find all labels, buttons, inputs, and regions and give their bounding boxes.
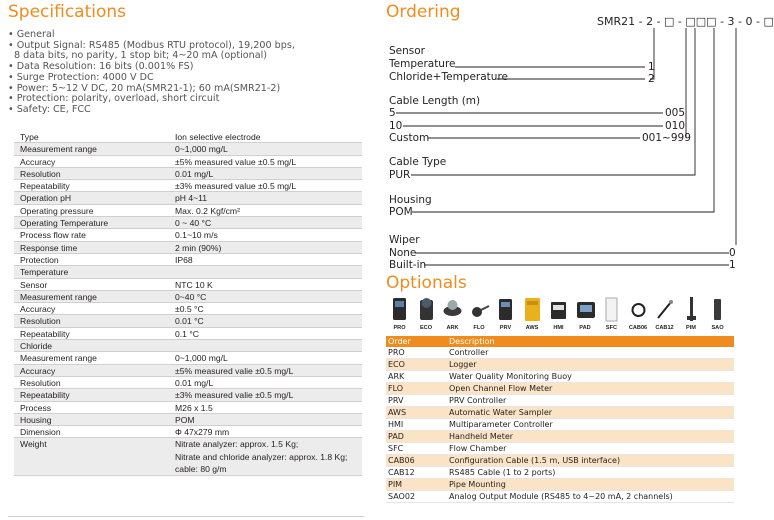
flo-product-icon — [470, 296, 489, 322]
optional-ark-item — [440, 292, 465, 336]
spec-value: M26 x 1.5 — [175, 402, 213, 413]
cab06-product-icon — [629, 296, 648, 322]
spec-value: 2 min (90%) — [175, 242, 222, 253]
order-code-cell: PRO — [388, 348, 405, 357]
optional-caption: CAB06 — [628, 325, 648, 331]
pro-product-icon — [390, 296, 409, 322]
wiper-option: None — [389, 247, 417, 259]
spec-row — [14, 340, 362, 352]
description-cell: Multiparameter Controller — [449, 420, 553, 429]
spec-key: Housing — [20, 414, 52, 425]
general-item: • Power: 5~12 V DC, 20 mA(SMR21-1); 60 mA(SMR21-2) — [8, 82, 281, 94]
description-cell: PRV Controller — [449, 396, 507, 405]
divider — [8, 516, 364, 517]
aws-product-icon — [523, 296, 542, 322]
order-code-cell: FLO — [388, 384, 404, 393]
optionals-icon-strip — [387, 292, 737, 338]
spec-value: Φ 47x279 mm — [175, 427, 230, 438]
description-cell: Handheld Meter — [449, 432, 514, 441]
order-code-cell: ECO — [388, 360, 405, 369]
cable-length-option: Custom — [389, 132, 430, 144]
cable-length-value: 001~999 — [642, 132, 691, 144]
spec-key: Resolution — [20, 316, 61, 327]
spec-row — [14, 377, 362, 389]
spec-row — [14, 328, 362, 340]
hmi-product-icon — [549, 296, 568, 322]
spec-value: 0.1~10 m/s — [175, 230, 218, 241]
description-column-header: Description — [449, 337, 495, 346]
spec-key: Protection — [20, 254, 59, 265]
optional-prv-item — [493, 292, 518, 336]
spec-value: 0~1,000 mg/L — [175, 144, 228, 155]
order-code-cell: AWS — [388, 408, 407, 417]
spec-value: NTC 10 K — [175, 279, 213, 290]
spec-value: 0~1,000 mg/L — [175, 353, 228, 364]
sfc-product-icon — [602, 296, 621, 322]
optional-row — [386, 443, 734, 455]
spec-value: Max. 0.2 Kgf/cm² — [175, 205, 240, 216]
spec-key: Measurement range — [20, 144, 97, 155]
spec-value: ±3% measured valie ±0.5 mg/L — [175, 390, 294, 401]
spec-value: Nitrate and chloride analyzer: approx. 1.8 Kg; — [175, 451, 348, 462]
spec-key: Repeatability — [20, 328, 70, 339]
spec-key: Repeatability — [20, 181, 70, 192]
spec-key: Accuracy — [20, 304, 56, 315]
optional-caption: PRV — [499, 325, 512, 331]
optional-cab12-item — [652, 292, 677, 336]
optional-hmi-item — [546, 292, 571, 336]
spec-value: IP68 — [175, 254, 193, 265]
prv-product-icon — [496, 296, 515, 322]
optional-row — [386, 383, 734, 395]
order-code-cell: SAO02 — [388, 492, 416, 501]
optional-sao-item — [705, 292, 730, 336]
optional-row — [386, 407, 734, 419]
cable-length-label: Cable Length (m) — [389, 95, 481, 107]
housing-label: Housing — [389, 194, 432, 206]
sensor-option: Chloride+Temperature — [389, 71, 508, 83]
spec-key: Resolution — [20, 168, 61, 179]
description-cell: Flow Chamber — [449, 444, 507, 453]
general-item: • Safety: CE, FCC — [8, 103, 91, 115]
spec-value: ±5% measured valie ±0.5 mg/L — [175, 365, 294, 376]
spec-value: ±0.5 °C — [175, 304, 204, 315]
spec-value: 0 ~ 40 °C — [175, 218, 212, 229]
spec-key: Accuracy — [20, 156, 56, 167]
optional-caption: SFC — [605, 325, 618, 331]
optional-caption: PIM — [686, 325, 696, 331]
specifications-title: Specifications — [8, 2, 127, 22]
spec-key: Repeatability — [20, 390, 70, 401]
spec-value: cable: 80 g/m — [175, 464, 227, 475]
optional-eco-item — [414, 292, 439, 336]
wiper-value: 1 — [729, 259, 736, 271]
eco-product-icon — [417, 296, 436, 322]
optional-row — [386, 395, 734, 407]
optional-pim-item — [679, 292, 704, 336]
order-code-cell: PRV — [388, 396, 404, 405]
spec-key: Process flow rate — [20, 230, 86, 241]
spec-value: 0.1 °C — [175, 328, 199, 339]
order-code-cell: PAD — [388, 432, 404, 441]
spec-key: Operation pH — [20, 193, 72, 204]
wiper-value: 0 — [729, 247, 736, 259]
pad-product-icon — [576, 296, 595, 322]
order-code: SMR21 - 2 - □ - □□□ - 3 - 0 - □ — [597, 15, 774, 28]
sensor-value: 2 — [648, 73, 655, 85]
spec-value: 0~40 °C — [175, 291, 207, 302]
order-column-header: Order — [388, 337, 411, 346]
optionals-table — [386, 336, 734, 503]
cable-length-option: 10 — [389, 120, 403, 132]
optional-aws-item — [520, 292, 545, 336]
cable-type-label: Cable Type — [389, 156, 447, 168]
order-code-cell: PIM — [388, 480, 403, 489]
spec-value: Nitrate analyzer: approx. 1.5 Kg; — [175, 439, 299, 450]
spec-value: Ion selective electrode — [175, 132, 261, 142]
optionals-table-header — [386, 336, 734, 347]
spec-value: ±3% measured value ±0.5 mg/L — [175, 181, 297, 192]
general-item: • Protection: polarity, overload, short circuit — [8, 93, 220, 105]
wiper-option: Built-in — [389, 259, 427, 271]
description-cell: Configuration Cable (1.5 m, USB interface) — [449, 456, 621, 465]
optional-row — [386, 491, 734, 503]
spec-key: Accuracy — [20, 365, 56, 376]
description-cell: RS485 Cable (1 to 2 ports) — [449, 468, 556, 477]
optional-caption: SAO — [711, 325, 724, 331]
general-item: • Output Signal: RS485 (Modbus RTU protocol), 19,200 bps, — [8, 39, 295, 51]
order-code-cell: SFC — [388, 444, 404, 453]
spec-row — [14, 414, 362, 426]
optionals-title: Optionals — [386, 273, 467, 293]
spec-value: 0.01 mg/L — [175, 168, 214, 179]
pim-product-icon — [682, 296, 701, 322]
optional-row — [386, 479, 734, 491]
description-cell: Open Channel Flow Meter — [449, 384, 553, 393]
spec-row — [14, 389, 362, 401]
spec-key: Resolution — [20, 377, 61, 388]
optional-row — [386, 371, 734, 383]
spec-key: Operating Temperature — [20, 218, 109, 229]
optional-caption: PAD — [579, 325, 591, 331]
spec-key: Temperature — [20, 267, 69, 278]
optional-row — [386, 347, 734, 359]
sao-product-icon — [708, 296, 727, 322]
housing-option: POM — [389, 206, 413, 218]
optional-caption: FLO — [473, 325, 485, 331]
wiper-label: Wiper — [389, 234, 420, 246]
spec-key: Type — [20, 132, 39, 142]
spec-key: Response time — [20, 242, 78, 253]
description-cell: Water Quality Monitoring Buoy — [449, 372, 572, 381]
spec-row-weight — [14, 438, 362, 476]
description-cell: Controller — [449, 348, 489, 357]
spec-row — [14, 303, 362, 315]
optional-flo-item — [467, 292, 492, 336]
ordering-title: Ordering — [386, 2, 461, 22]
order-code-cell: ARK — [388, 372, 405, 381]
spec-value: ±5% measured value ±0.5 mg/L — [175, 156, 297, 167]
spec-key: Process — [20, 402, 52, 413]
optional-caption: PRO — [393, 325, 406, 331]
optional-caption: AWS — [525, 325, 539, 331]
sensor-option: Temperature — [389, 58, 456, 70]
description-cell: Pipe Mounting — [449, 480, 506, 489]
cab12-product-icon — [655, 296, 674, 322]
spec-key: Dimension — [20, 427, 61, 438]
spec-key: Weight — [20, 439, 47, 450]
spec-value: 0.01 mg/L — [175, 377, 214, 388]
spec-value: POM — [175, 414, 195, 425]
optional-pad-item — [573, 292, 598, 336]
spec-key: Chloride — [20, 341, 53, 352]
spec-value: 0.01 °C — [175, 316, 204, 327]
optional-caption: ARK — [446, 325, 459, 331]
optional-row — [386, 431, 734, 443]
spec-row — [14, 315, 362, 327]
sensor-value: 1 — [648, 61, 655, 73]
description-cell: Analog Output Module (RS485 to 4~20 mA, 2 channels) — [449, 492, 673, 501]
spec-key: Measurement range — [20, 353, 97, 364]
optional-caption: HMI — [553, 325, 564, 331]
general-item: • General — [8, 29, 55, 40]
cable-type-option: PUR — [389, 169, 411, 181]
optional-caption: ECO — [419, 325, 433, 331]
optional-row — [386, 359, 734, 371]
spec-row — [14, 365, 362, 377]
order-code-cell: CAB12 — [388, 468, 415, 477]
optional-row — [386, 467, 734, 479]
cable-length-option: 5 — [389, 107, 396, 119]
spec-row — [14, 426, 362, 438]
description-cell: Logger — [449, 360, 477, 369]
optional-sfc-item — [599, 292, 624, 336]
spec-key: Sensor — [20, 279, 48, 290]
sensor-label: Sensor — [389, 45, 425, 57]
order-code-cell: HMI — [388, 420, 404, 429]
spec-row — [14, 402, 362, 414]
optional-row — [386, 455, 734, 467]
optional-row — [386, 419, 734, 431]
cable-length-value: 010 — [665, 120, 686, 132]
optional-caption: CAB12 — [655, 325, 674, 331]
spec-key: Operating pressure — [20, 205, 94, 216]
optional-pro-item — [387, 292, 412, 336]
ark-product-icon — [443, 296, 462, 322]
general-item: 8 data bits, no parity, 1 stop bit; 4~20 mA (optional) — [14, 50, 267, 62]
cable-length-value: 005 — [665, 107, 686, 119]
description-cell: Automatic Water Sampler — [449, 408, 553, 417]
spec-key: Measurement range — [20, 291, 97, 302]
order-code-cell: CAB06 — [388, 456, 415, 465]
spec-value: pH 4~11 — [175, 193, 208, 204]
spec-row — [14, 352, 362, 364]
optional-cab06-item — [626, 292, 651, 336]
general-item: • Data Resolution: 16 bits (0.001% FS) — [8, 61, 194, 73]
spec-row — [14, 291, 362, 303]
general-item: • Surge Protection: 4000 V DC — [8, 71, 154, 83]
